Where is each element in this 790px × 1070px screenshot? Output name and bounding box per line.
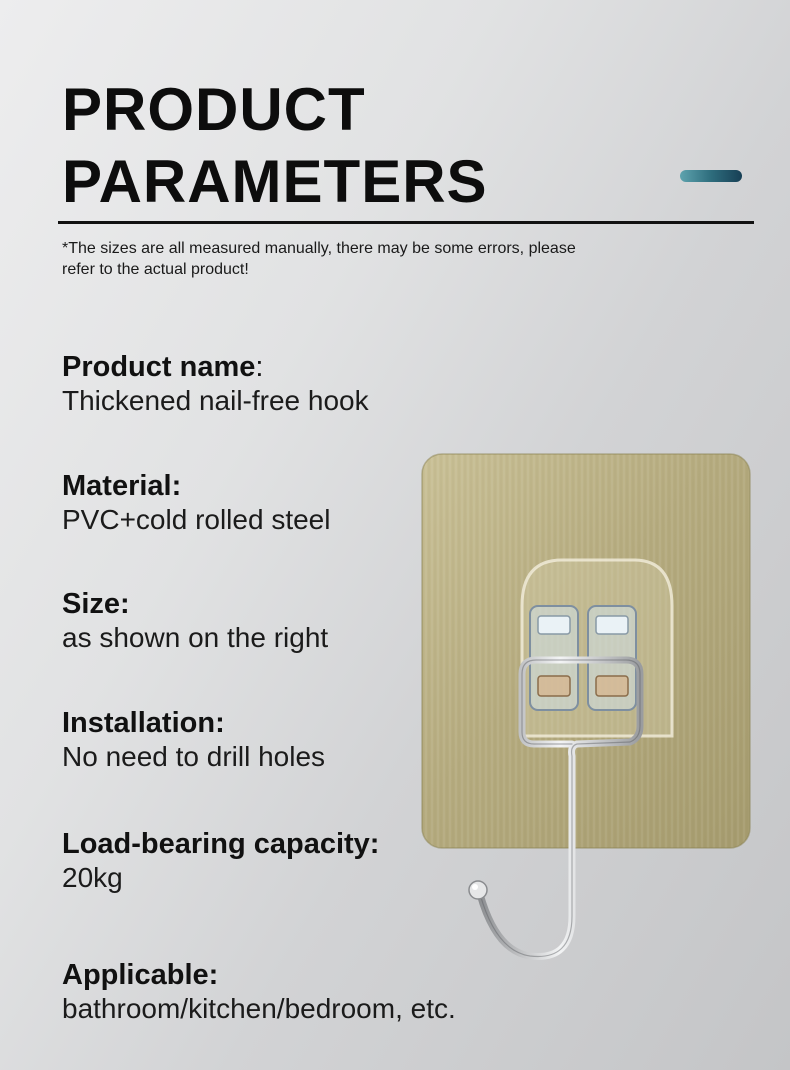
accent-bar: [680, 170, 742, 182]
hook-highlight: [472, 884, 478, 890]
hook-end-ball: [469, 881, 487, 899]
spec-load-capacity: [62, 827, 379, 895]
spec-value: 20kg: [62, 862, 123, 893]
spec-label: Size:: [62, 588, 130, 620]
spec-value: No need to drill holes: [62, 741, 326, 772]
spec-applicable: [62, 958, 456, 1026]
spec-label: Product name: [62, 351, 256, 383]
spec-label: Applicable:: [62, 959, 219, 991]
spec-value: PVC+cold rolled steel: [62, 504, 331, 535]
spec-value: Thickened nail-free hook: [62, 385, 369, 416]
spec-label-colon: :: [255, 351, 264, 383]
title-line-2: PARAMETERS: [62, 148, 488, 215]
spec-label: Load-bearing capacity:: [62, 828, 380, 860]
spec-product-name: [62, 350, 369, 418]
page-title: [62, 74, 488, 218]
spec-value: as shown on the right: [62, 622, 329, 653]
header-divider: [58, 221, 754, 224]
adhesive-hook-icon: [412, 446, 760, 976]
spec-installation: [62, 706, 325, 774]
spec-value: bathroom/kitchen/bedroom, etc.: [62, 993, 456, 1024]
spec-material: [62, 469, 330, 537]
spec-label: Installation:: [62, 707, 225, 739]
title-line-1: PRODUCT: [62, 76, 366, 143]
spec-size: [62, 587, 328, 655]
size-disclaimer: *The sizes are all measured manually, there may be some errors, please refer to the actual product!: [62, 240, 576, 278]
spec-label: Material:: [62, 470, 182, 502]
